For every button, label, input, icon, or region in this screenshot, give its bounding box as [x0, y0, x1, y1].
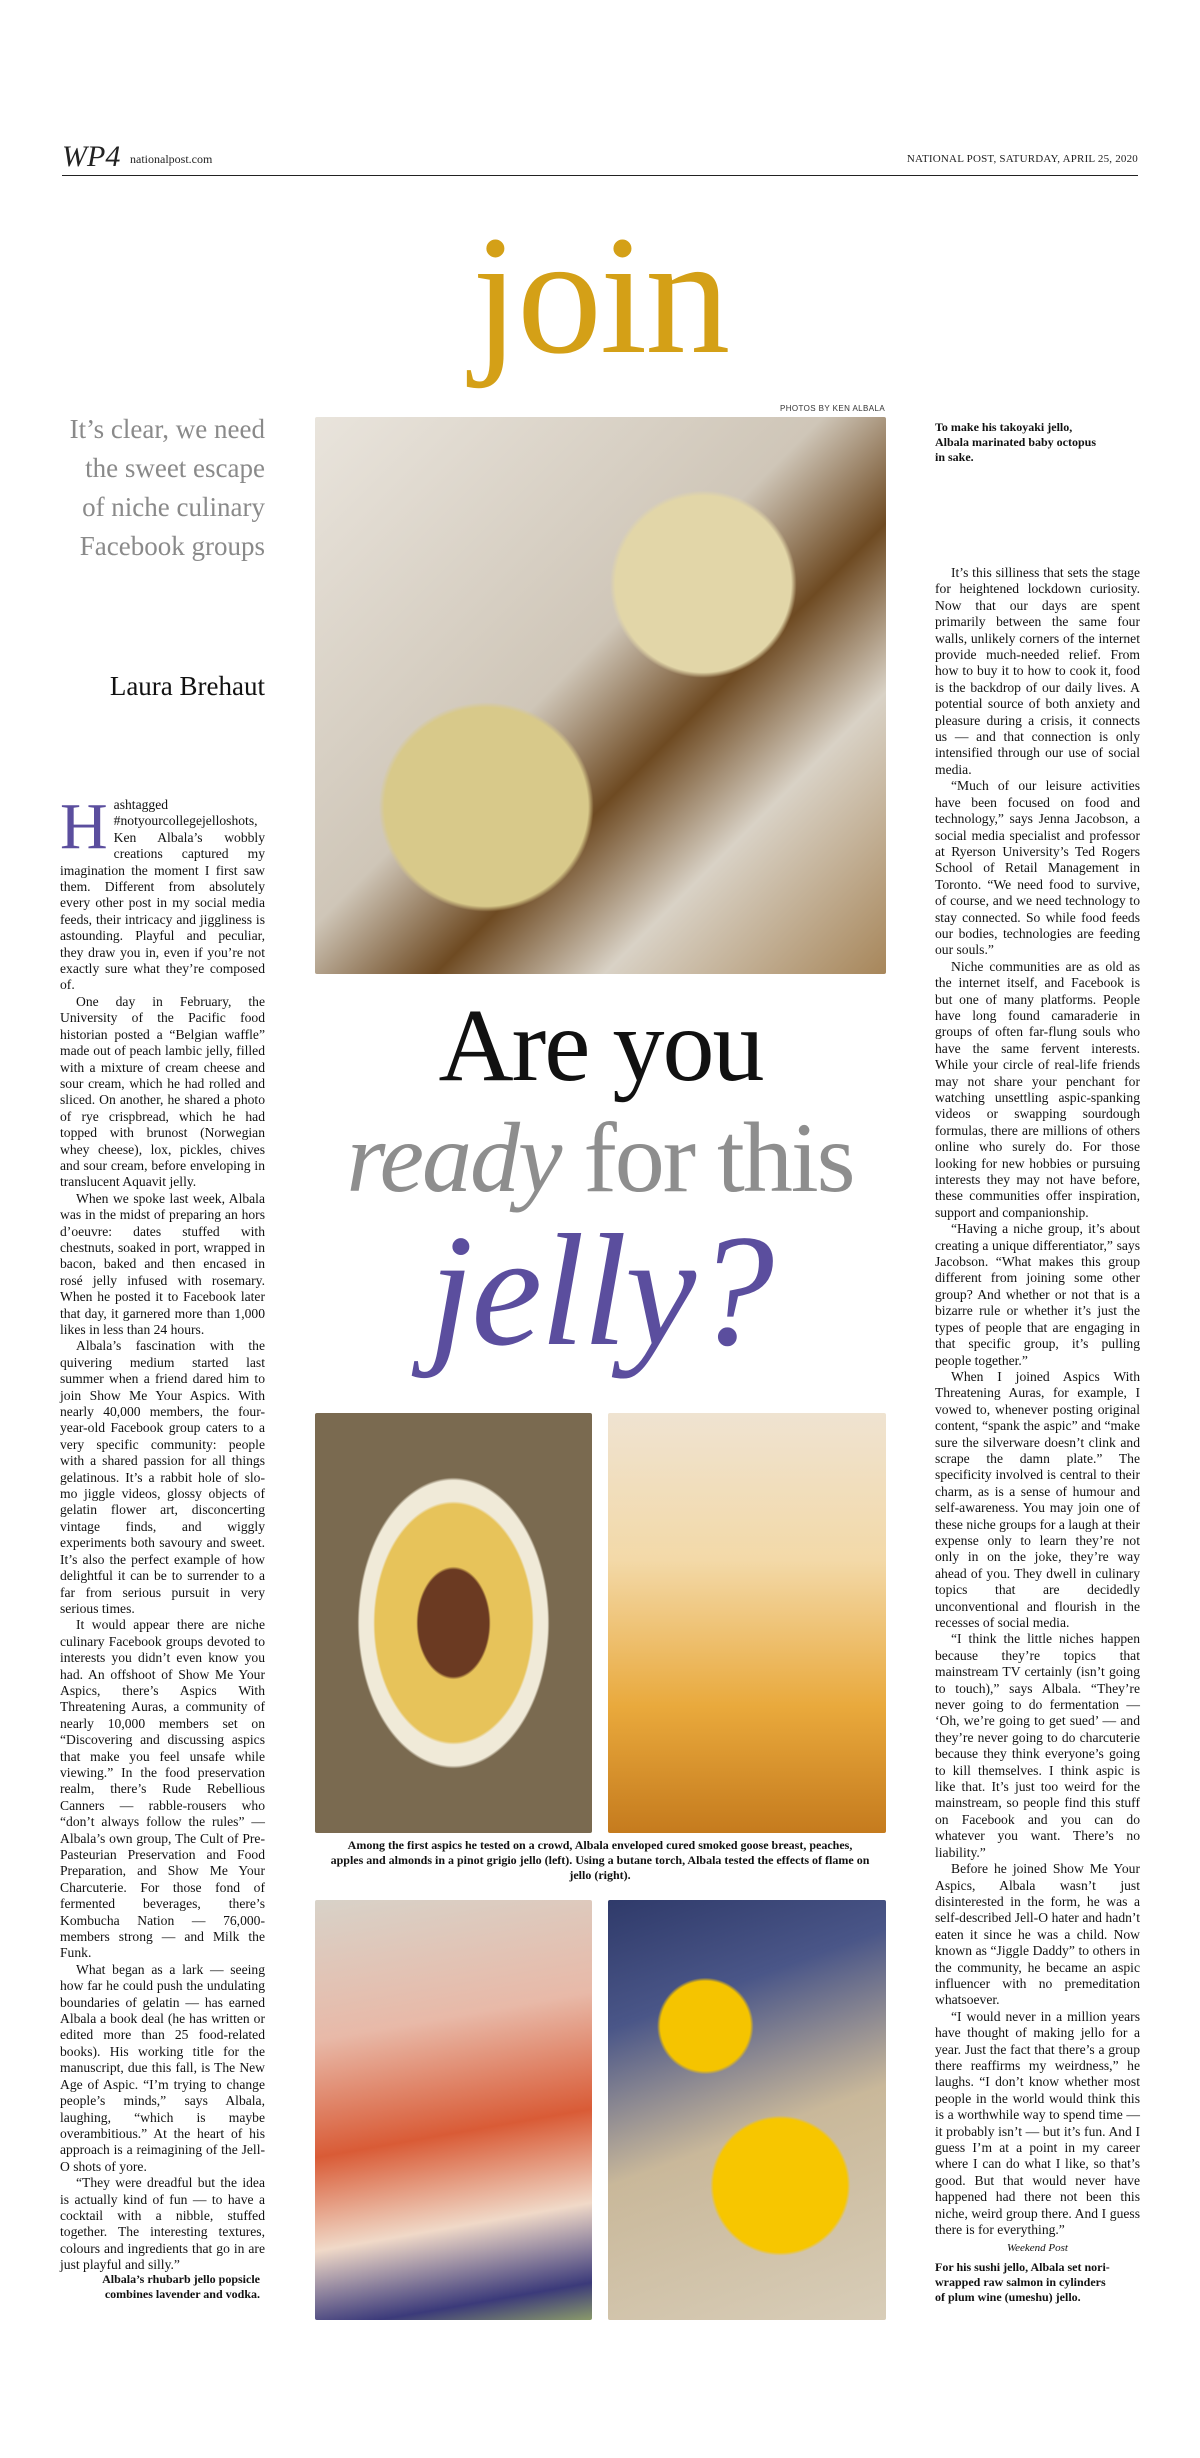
- caption-goose-and-torch: Among the first aspics he tested on a crowd, Albala enveloped cured smoked goose breast, peaches, apples and almonds in a pinot grigio jello (left). Using a butane torch, Albala tested the effects of flame on jello (right).: [330, 1838, 870, 1882]
- paragraph: When we spoke last week, Albala was in the midst of preparing an hors d’oeuvre: dates stuffed with chestnuts, soaked in port, wrapped in bacon, baked and then encased in rosé jelly infused with rosemary. When he posted it to Facebook later that day, it garnered more than 1,000 likes in less than 24 hours.: [60, 1190, 265, 1337]
- paragraph: Albala’s fascination with the quivering medium started last summer when a friend dared him to join Show Me Your Aspics. With nearly 40,000 members, the four-year-old Facebook group caters to a very specific community: people with a shared passion for all things gelatinous. It’s a rabbit hole of slo-mo jiggle videos, glossy objects of gelatin flower art, disconcerting vintage finds, and wiggly experiments both savoury and sweet. It’s also the perfect example of how delightful it can be to surrender to a far from serious pursuit in very serious times.: [60, 1338, 265, 1616]
- headline-ready: ready: [346, 1102, 561, 1213]
- right-paragraphs: [935, 565, 1140, 2238]
- paragraph: “I would never in a million years have thought of making jello for a year. Just the fact that there’s a group there reaffirms my weirdness,” he laughs. “I don’t know whether most people in the world would think this is a worthwhile way to spend time — it probably isn’t — but it’s fun. And I guess I’m at a point in my career where I can do what I like, so that’s good. But that would never have happened had there not been this niche, weird group there. And I guess there is for everything.”: [935, 2008, 1140, 2238]
- caption-sushi: For his sushi jello, Albala set nori-wrapped raw salmon in cylinders of plum wine (umeshu) jello.: [935, 2260, 1110, 2304]
- section-title: join: [471, 201, 729, 389]
- paragraph: One day in February, the University of the Pacific food historian posted a “Belgian waffle” made out of peach lambic jelly, filled with a mixture of cream cheese and sour cream, which he had rolled and sliced. On another, he shared a photo of rye crispbread, which he had topped with brunost (Norwegian whey cheese), lox, pickles, chives and sour cream, before enveloping in translucent Aquavit jelly.: [60, 993, 265, 1190]
- caption-takoyaki: To make his takoyaki jello, Albala marinated baby octopus in sake.: [935, 420, 1097, 464]
- page-folio: WP4: [62, 140, 121, 173]
- byline: Laura Brehaut: [109, 671, 265, 701]
- paragraph: “I think the little niches happen because they’re topics that mainstream TV certainly (isn’t going to touch),” says Albala. “They’re never going to do fermentation — ‘Oh, we’re going to get sued’ — and they’re never going to do charcuterie because they think everyone’s going to kill themselves. I think aspic is like that. It’s just too weird for the mainstream, so people find this stuff on Facebook and you can do whatever you want. There’s no liability.”: [935, 1631, 1140, 1860]
- paragraph: It would appear there are niche culinary Facebook groups devoted to interests you didn’t even know you had. An offshoot of Show Me Your Aspics, there’s Aspics With Threatening Auras, a community of nearly 10,000 members set on “Discovering and discussing aspics that make you feel unsafe while viewing.” In the food preservation realm, there’s Rude Rebellious Canners — rabble-rousers who “don’t always follow the rules” — Albala’s own group, The Cult of Pre-Pasteurian Preservation and Food Preparation, and Show Me Your Charcuterie. For those fond of fermented beverages, there’s Kombucha Nation — 76,000-members strong — and Milk the Funk.: [60, 1617, 265, 1961]
- photo-credit: PHOTOS BY KEN ALBALA: [780, 404, 886, 413]
- paragraph: “They were dreadful but the idea is actually kind of fun — to have a cocktail with a nibble, stuffed together. The interesting textures, colours and ingredients that go in are just playful and silly.”: [60, 2175, 265, 2273]
- headline-line-1: Are you: [438, 988, 763, 1103]
- deck: It’s clear, we need the sweet escape of niche culinary Facebook groups: [69, 414, 265, 561]
- caption-popsicle: Albala’s rhubarb jello popsicle combines lavender and vodka.: [102, 2272, 260, 2301]
- paragraph: What began as a lark — seeing how far he could push the undulating boundaries of gelatin — has earned Albala a book deal (he has written or edited more than 25 food-related books). His working title for the manuscript, due this fall, is The New Age of Aspic. “I’m trying to change people’s minds,” says Albala, laughing, “which is maybe overambitious.” At the heart of his approach is a reimagining of the Jell-O shots of yore.: [60, 1961, 265, 2174]
- paragraph: Before he joined Show Me Your Aspics, Albala wasn’t just disinterested in the form, he was a self-described Jell-O hater and hadn’t eaten it since he was a child. Now known as “Jiggle Daddy” to others in the community, he became an aspic influencer with no premeditation whatsoever.: [935, 1861, 1140, 2008]
- paragraph: ashtagged #notyourcollegejelloshots, Ken Albala’s wobbly creations captured my imagination the moment I first saw them. Different from absolutely every other post in my social media feeds, their intricacy and jiggliness is astounding. Playful and peculiar, they draw you in, even if you’re not exactly sure what they’re composed of.: [60, 797, 265, 993]
- header-rule: [62, 175, 1138, 176]
- signoff: Weekend Post: [1007, 2242, 1068, 2255]
- article-body-right: [935, 565, 1140, 2257]
- headline-line-2: [300, 1102, 900, 1213]
- torched-jello-photo: [608, 1413, 886, 1833]
- paragraph: It’s this silliness that sets the stage for heightened lockdown curiosity. Now that our days are spent primarily between the same four walls, unlikely corners of the internet provide much-needed relief. From how to buy it to how to cook it, food is the backdrop of our daily lives. A potential source of both anxiety and pleasure during a crisis, it connects us — and that connection is only intensified through our use of social media.: [935, 565, 1140, 777]
- takoyaki-jello-photo: [315, 417, 886, 974]
- left-paragraphs: [60, 790, 265, 2274]
- paragraph: When I joined Aspics With Threatening Auras, for example, I vowed to, whenever posting original content, “spank the aspic” and “make sure the silverware doesn’t clink and scrape the damn plate.” The specificity involved is central to their charm, as is a sense of humour and self-awareness. You may join one of these niche groups for a laugh at their expense only to learn they’re not only in on the joke, they’re way ahead of you. They dwell in culinary topics that are decidedly unconventional and flourish in the recesses of social media.: [935, 1368, 1140, 1630]
- paragraph: “Much of our leisure activities have been focused on food and technology,” says Jenna Jacobson, a social media specialist and professor at Ryerson University’s Ted Rogers School of Retail Management in Toronto. “We need food to survive, of course, and we need technology to stay connected. So while food feeds our bodies, technologies are feeding our souls.”: [935, 778, 1140, 958]
- headline-line-3: jelly?: [428, 1201, 773, 1379]
- headline-for-this: for this: [560, 1102, 854, 1213]
- site-url: nationalpost.com: [130, 152, 213, 166]
- drop-cap: H: [60, 790, 108, 863]
- goose-breast-aspic-photo: [315, 1413, 592, 1833]
- paragraph: “Having a niche group, it’s about creating a unique differentiator,” says Jacobson. “What makes this group different from joining some other group? And whether or not that is a bizarre rule or whether it’s just the types of people that are engaging in that specific group, it’s pulling people together.”: [935, 1221, 1140, 1368]
- paragraph: Niche communities are as old as the internet itself, and Facebook is but one of many platforms. People have long found camaraderie in groups of often far-flung souls who have the same fervent interests. While your circle of real-life friends may not share your penchant for watching unsettling aspic-spanking videos or swapping sourdough formulas, there are millions of others online who surely do. For those looking for new hobbies or pursuing interests they may not have before, these communities offer inspiration, support and companionship.: [935, 958, 1140, 1220]
- rhubarb-popsicle-photo: [315, 1900, 592, 2320]
- article-body-left: [60, 790, 265, 2274]
- dateline: NATIONAL POST, SATURDAY, APRIL 25, 2020: [906, 153, 1138, 165]
- sushi-jello-photo: [608, 1900, 886, 2320]
